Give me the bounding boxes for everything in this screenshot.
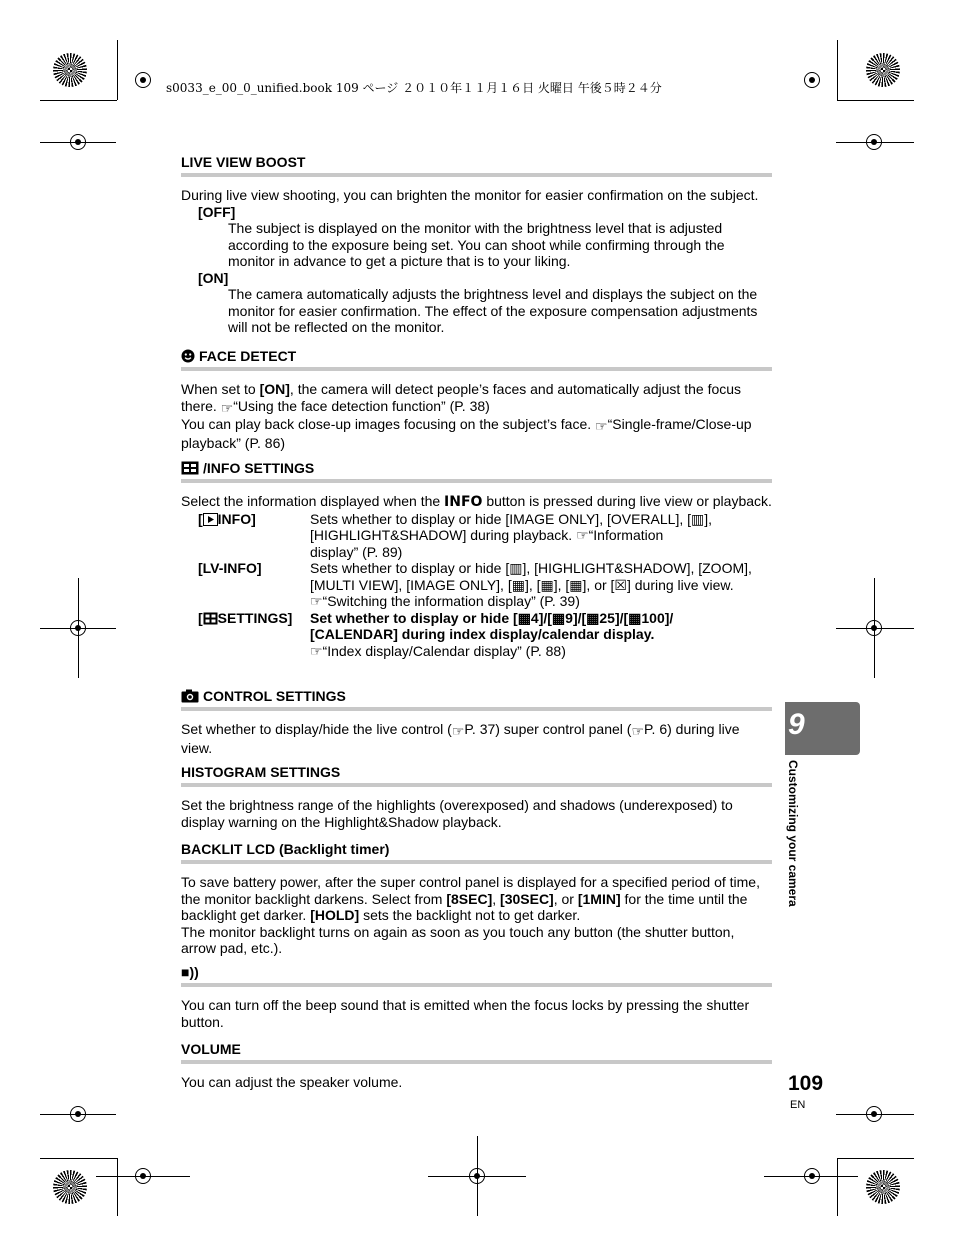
setting-description [310, 610, 772, 660]
sound-icon: ■)) [181, 964, 199, 980]
paragraph [181, 416, 772, 451]
text: When set to [181, 381, 260, 397]
section-title [181, 347, 772, 365]
section-intro [181, 493, 772, 511]
text: , [492, 890, 501, 907]
crop-line [40, 628, 116, 629]
paragraph [181, 874, 772, 924]
line: Set whether to display or hide [▦4]/[▦9]/[▦25]/[▦100]/ [310, 609, 674, 626]
text: P. 6) during live view. [181, 721, 740, 756]
settings-row [181, 560, 772, 610]
section-info-settings [181, 459, 772, 659]
reference-icon: ☞ [595, 418, 608, 434]
crop-line [837, 1158, 914, 1159]
paragraph [181, 381, 772, 416]
crop-line [40, 142, 116, 143]
option-description: The camera automatically adjusts the brightness level and displays the subject on the monitor for easier confirmation. The effect of the exposure compensation adjustments will not be reflected on the monitor. [228, 286, 758, 335]
playback-icon [203, 513, 218, 526]
text: [1MIN] [577, 890, 621, 907]
section-rule [181, 1060, 772, 1064]
language-code: EN [790, 1099, 806, 1111]
crop-line [836, 142, 914, 143]
chapter-label-container [782, 760, 802, 940]
text: You can play back close-up images focusing on the subject’s face. [181, 416, 596, 432]
text: [8SEC] [446, 890, 493, 907]
info-display-icon [181, 461, 199, 475]
crop-line [40, 100, 117, 101]
text: [30SEC] [500, 890, 554, 907]
color-target-icon [866, 1170, 900, 1204]
section-rule [181, 479, 772, 483]
text: , or [553, 890, 578, 907]
section-title-text: FACE DETECT [199, 348, 297, 364]
setting-description [310, 511, 772, 561]
option-description: The subject is displayed on the monitor with the brightness level that is adjusted according to the exposure being set. You can shoot while confirming through the monitor in advance to get a picture that is to your liking. [228, 220, 725, 269]
color-target-icon [53, 53, 87, 87]
paragraph: Set the brightness range of the highlights (overexposed) and shadows (underexposed) to display warning on the Highlight&Shadow playback. [181, 797, 733, 830]
index-icon [203, 612, 218, 625]
text: To save battery power, after the super control panel is displayed for a specified period of time, the monitor backlight darkens. Select from [181, 874, 760, 907]
crop-line [836, 628, 914, 629]
option-label: [ON] [198, 269, 229, 286]
text: [ON] [259, 381, 290, 397]
reference-icon: ☞ [451, 723, 465, 739]
crop-line [96, 1176, 190, 1177]
crop-line [477, 1136, 478, 1216]
crop-line [40, 1114, 116, 1115]
section-rule [181, 860, 772, 864]
line: [CALENDAR] during index display/calendar display. [310, 626, 655, 642]
color-target-icon [53, 1170, 87, 1204]
section-rule [181, 367, 772, 371]
section-volume [181, 1040, 772, 1091]
section-title-text: CONTROL SETTINGS [203, 688, 346, 704]
section-title: VOLUME [181, 1041, 241, 1057]
text: Select the information displayed when the [181, 493, 445, 509]
face-detect-icon [181, 349, 195, 363]
text: P. 37) super control panel ( [464, 721, 632, 737]
reference-icon: ☞ [631, 723, 645, 739]
color-target-icon [866, 53, 900, 87]
section-intro: During live view shooting, you can brighten the monitor for easier confirmation on the subject. [181, 187, 759, 203]
chapter-label: Customizing your camera [786, 760, 800, 907]
section-face-detect [181, 347, 772, 451]
setting-key-text: SETTINGS] [217, 609, 293, 626]
line: display” (P. 89) [310, 543, 403, 560]
section-title: LIVE VIEW BOOST [181, 154, 306, 170]
paragraph: The monitor backlight turns on again as soon as you touch any button (the shutter button, arrow pad, etc.). [181, 923, 735, 956]
section-rule [181, 783, 772, 787]
line: ☞“Switching the information display” (P. 39) [310, 593, 580, 609]
reference-icon: ☞ [220, 399, 234, 416]
print-header: s0033_e_00_0_unified.book 109 ページ ２０１０年１１月１６日 火曜日 午後５時２４分 [166, 81, 662, 95]
crop-line [117, 1158, 118, 1216]
text: [HOLD] [310, 907, 360, 923]
section-live-view-boost [181, 153, 772, 336]
paragraph: You can adjust the speaker volume. [181, 1074, 403, 1090]
chapter-number: 9 [788, 708, 805, 741]
crop-line [40, 1158, 117, 1159]
section-title: BACKLIT LCD (Backlight timer) [181, 841, 390, 857]
crop-line [836, 1114, 914, 1115]
text: for the time until the backlight get darker. [181, 890, 748, 923]
info-button-label: INFO [444, 494, 483, 510]
setting-description [310, 560, 772, 610]
paragraph [181, 721, 772, 756]
section-title: HISTOGRAM SETTINGS [181, 764, 341, 780]
crop-line [837, 100, 914, 101]
crop-line [837, 40, 838, 100]
section-rule [181, 173, 772, 177]
cross-reference: “Single-frame/Close-up playback” (P. 86) [181, 416, 752, 451]
option-label: [OFF] [198, 203, 236, 220]
setting-key-text: INFO] [217, 510, 256, 527]
section-control-settings [181, 687, 772, 756]
crop-line [837, 1158, 838, 1216]
crop-line [117, 40, 118, 100]
line: [MULTI VIEW], [IMAGE ONLY], [▦], [▦], [▦], or [☒] during live view. [310, 576, 734, 593]
section-histogram-settings [181, 763, 772, 830]
line: ☞“Index display/Calendar display” (P. 88) [310, 642, 566, 659]
section-title [181, 459, 772, 477]
crop-line [764, 1176, 858, 1177]
section-rule [181, 983, 772, 987]
page-number: 109 [788, 1072, 824, 1095]
text: Set whether to display/hide the live control ( [181, 721, 452, 737]
setting-key: [ SETTINGS] [198, 609, 293, 626]
text: button is pressed during live view or playback. [482, 493, 772, 509]
section-backlit-lcd [181, 840, 772, 957]
section-title [181, 963, 772, 981]
settings-row [181, 511, 772, 561]
line: [HIGHLIGHT&SHADOW] during playback. ☞“Information [310, 527, 664, 543]
cross-reference: “Using the face detection function” (P. 38) [233, 397, 490, 414]
line: Sets whether to display or hide [IMAGE ONLY], [OVERALL], [▥], [310, 510, 713, 527]
section-title-text: /INFO SETTINGS [203, 460, 315, 476]
line: Sets whether to display or hide [▥], [HIGHLIGHT&SHADOW], [ZOOM], [310, 560, 752, 576]
text: , the camera will detect people’s faces and automatically adjust the focus there. [181, 381, 742, 414]
section-beep [181, 963, 772, 1030]
setting-key: [LV-INFO] [198, 560, 262, 576]
camera-icon [181, 689, 199, 703]
paragraph: You can turn off the beep sound that is emitted when the focus locks by pressing the shutter button. [181, 997, 750, 1030]
settings-row [181, 610, 772, 660]
setting-key: [ INFO] [198, 510, 256, 527]
section-title [181, 687, 772, 705]
text: sets the backlight not to get darker. [359, 907, 581, 923]
section-rule [181, 707, 772, 711]
